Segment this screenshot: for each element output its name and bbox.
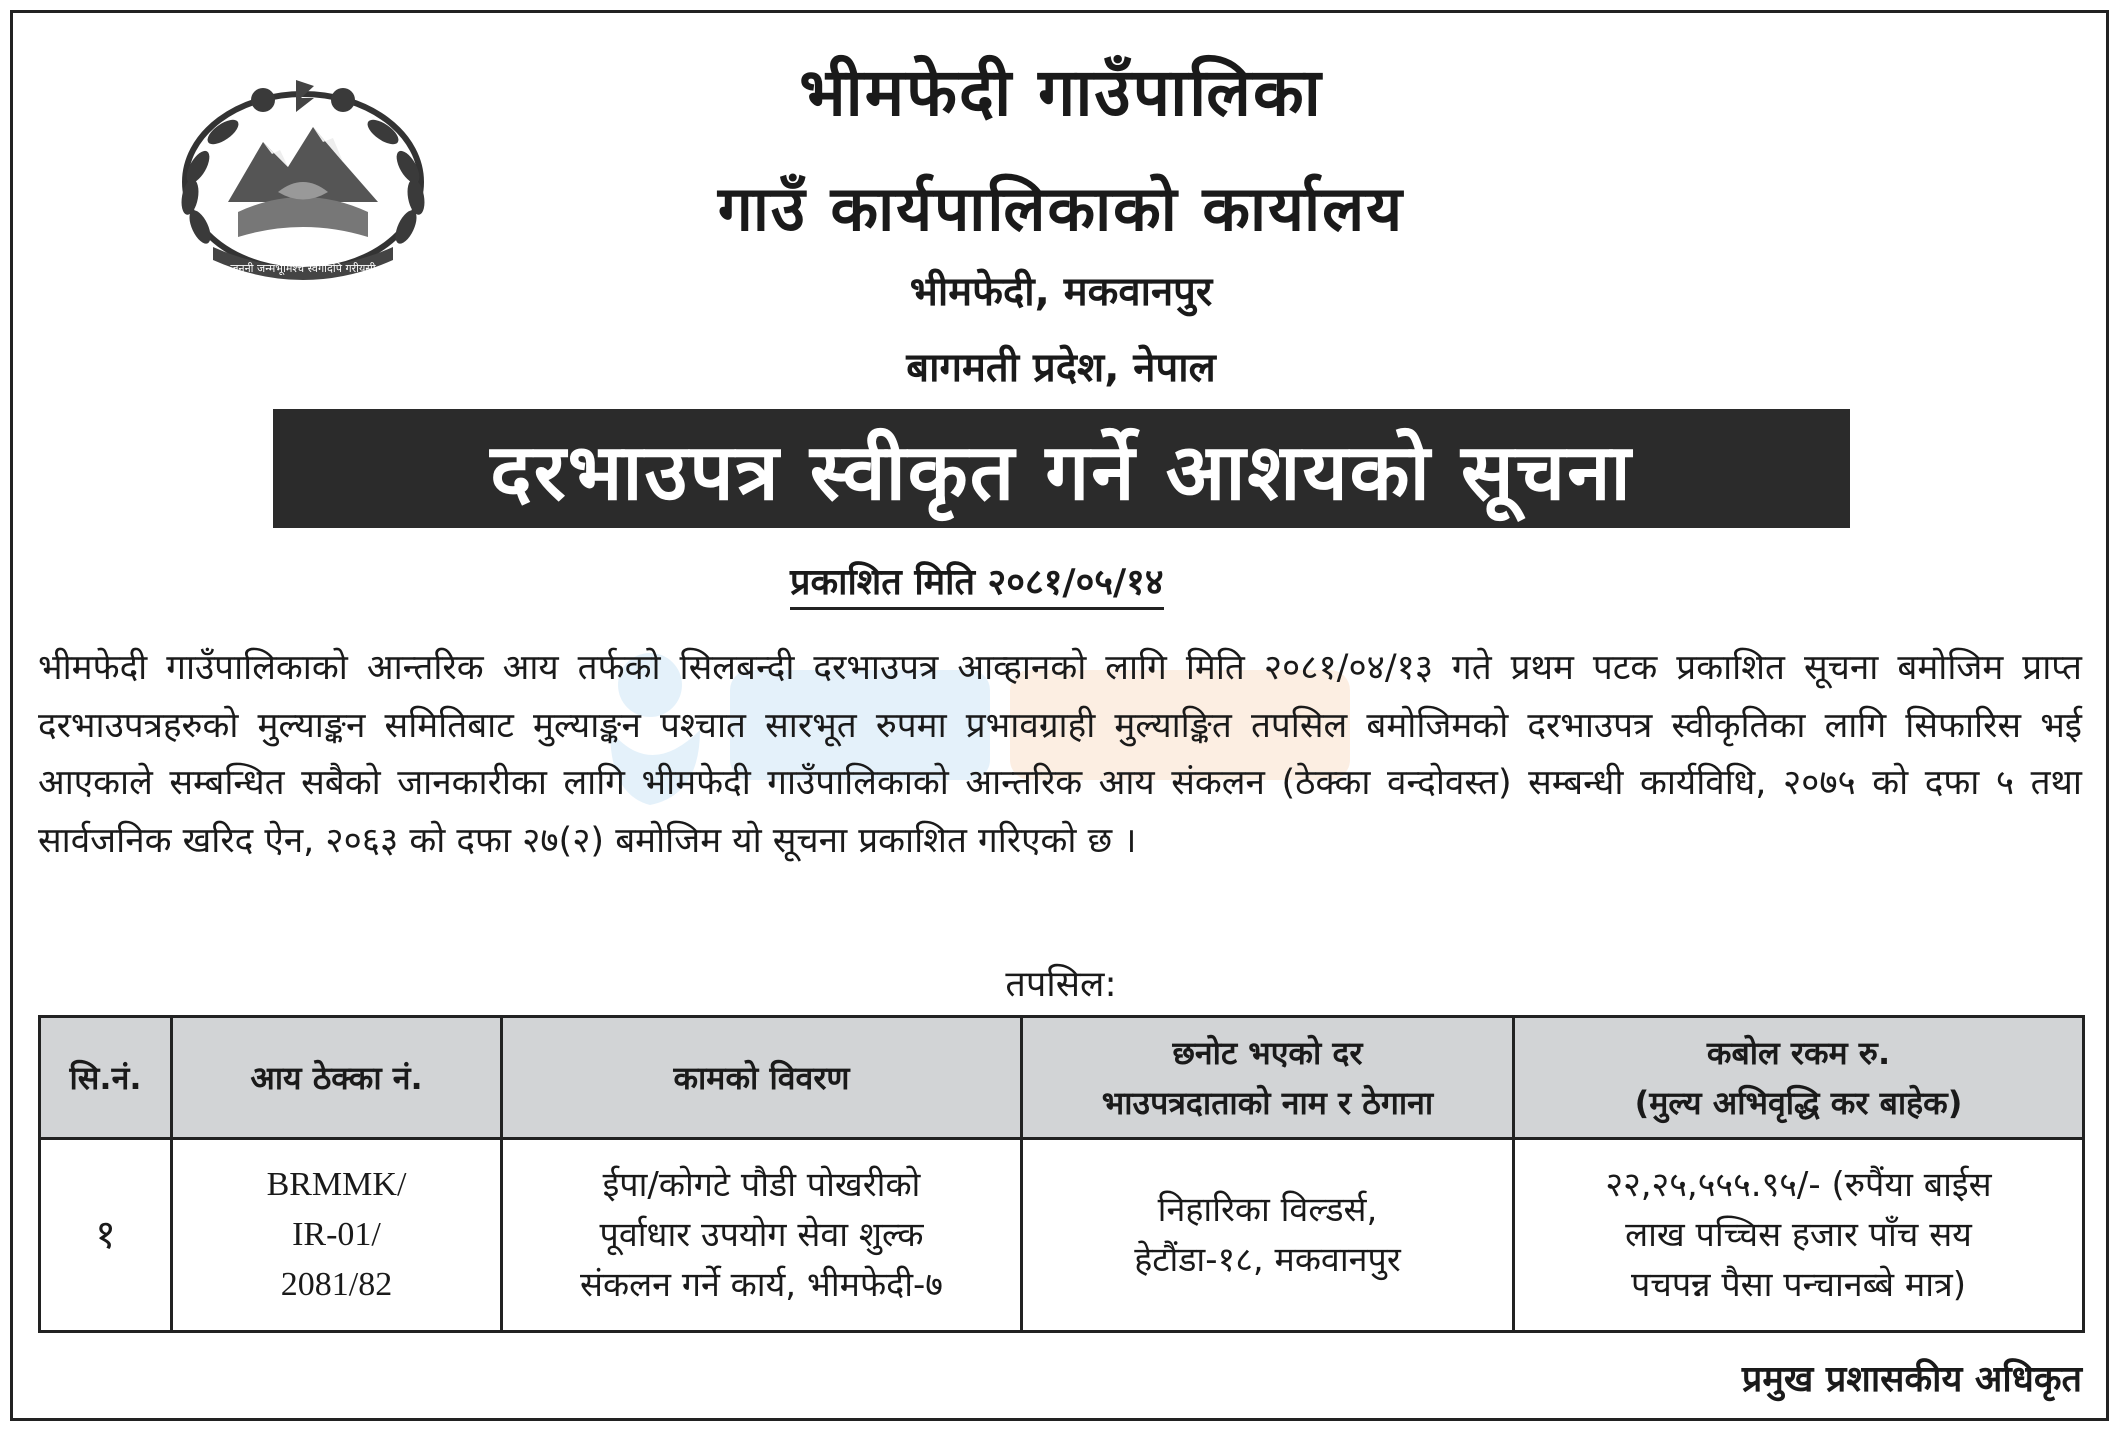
cell-contract-no — [172, 1139, 502, 1332]
notice-body: भीमफेदी गाउँपालिकाको आन्तरिक आय तर्फको सिलबन्दी दरभाउपत्र आव्हानको लागि मिति २०८१/०४/१३ गते प्रथम पटक प्रकाशित सूचना बमोजिम प्राप्त दरभाउपत्रहरुको मुल्याङ्कन समितिबाट मुल्याङ्कन पश्चात सारभूत रुपमा प्रभावग्राही मुल्याङ्कित तपसिल बमोजिमको दरभाउपत्र स्वीकृतिका लागि सिफारिस भई आएकाले सम्बन्धित सबैको जानकारीका लागि भीमफेदी गाउँपालिकाको आन्तरिक आय संकलन (ठेक्का वन्दोवस्त) सम्बन्धी कार्यविधि, २०७५ को दफा ५ तथा सार्वजनिक खरिद ऐन, २०६३ को दफा २७(२) बमोजिम यो सूचना प्रकाशित गरिएको छ । — [38, 648, 2082, 861]
header-description: कामको विवरण — [502, 1017, 1022, 1139]
svg-text:जननी जन्मभूमिश्च स्वर्गादपि गर: जननी जन्मभूमिश्च स्वर्गादपि गरीयसी — [230, 262, 376, 275]
header-bidder-line1: छनोट भएको दर — [1172, 1033, 1363, 1072]
bidder-line1: निहारिका विल्डर्स, — [1157, 1190, 1378, 1230]
header-amount — [1514, 1017, 2084, 1139]
contract-no-line1: BRMMK/ — [266, 1166, 407, 1203]
cell-sn: १ — [40, 1139, 172, 1332]
table-row — [40, 1139, 2084, 1332]
header-sn: सि.नं. — [40, 1017, 172, 1139]
notice-title-banner: दरभाउपत्र स्वीकृत गर्ने आशयको सूचना — [273, 409, 1850, 528]
schedule-label: तपसिल: — [1005, 964, 1117, 1005]
amount-line2: लाख पच्चिस हजार पाँच सय — [1625, 1215, 1972, 1255]
address-line: भीमफेदी, मकवानपुर — [909, 269, 1213, 315]
cell-description — [502, 1139, 1022, 1332]
description-line3: संकलन गर्ने कार्य, भीमफेदी-७ — [580, 1265, 943, 1305]
cell-amount — [1514, 1139, 2084, 1332]
header-bidder-line2: भाउपत्रदाताको नाम र ठेगाना — [1101, 1083, 1434, 1122]
header-amount-line2: (मुल्य अभिवृद्धि कर बाहेक) — [1634, 1083, 1963, 1122]
office-name: गाउँ कार्यपालिकाको कार्यालय — [717, 172, 1405, 245]
amount-line1: २२,२५,५५५.९५/- (रुपैंया बाईस — [1605, 1165, 1992, 1205]
header-amount-line1: कबोल रकम रु. — [1706, 1033, 1891, 1072]
bidder-line2: हेटौंडा-१८, मकवानपुर — [1134, 1240, 1401, 1280]
table-header-row — [40, 1017, 2084, 1139]
amount-line3: पचपन्न पैसा पन्चानब्बे मात्र) — [1630, 1265, 1967, 1305]
contract-no-line2: IR-01/ — [292, 1216, 381, 1253]
cell-bidder — [1022, 1139, 1514, 1332]
header-contract-no: आय ठेक्का नं. — [172, 1017, 502, 1139]
province-line: बागमती प्रदेश, नेपाल — [906, 345, 1216, 391]
contract-no-line3: 2081/82 — [280, 1266, 393, 1303]
municipality-name: भीमफेदी गाउँपालिका — [799, 54, 1323, 131]
description-line1: ईपा/कोगटे पौडी पोखरीको — [602, 1165, 921, 1205]
bid-table — [38, 1015, 2085, 1333]
header-bidder — [1022, 1017, 1514, 1139]
description-line2: पूर्वाधार उपयोग सेवा शुल्क — [599, 1215, 924, 1255]
signatory-title: प्रमुख प्रशासकीय अधिकृत — [1741, 1359, 2082, 1400]
published-date: प्रकाशित मिति २०८१/०५/१४ — [790, 556, 1164, 610]
